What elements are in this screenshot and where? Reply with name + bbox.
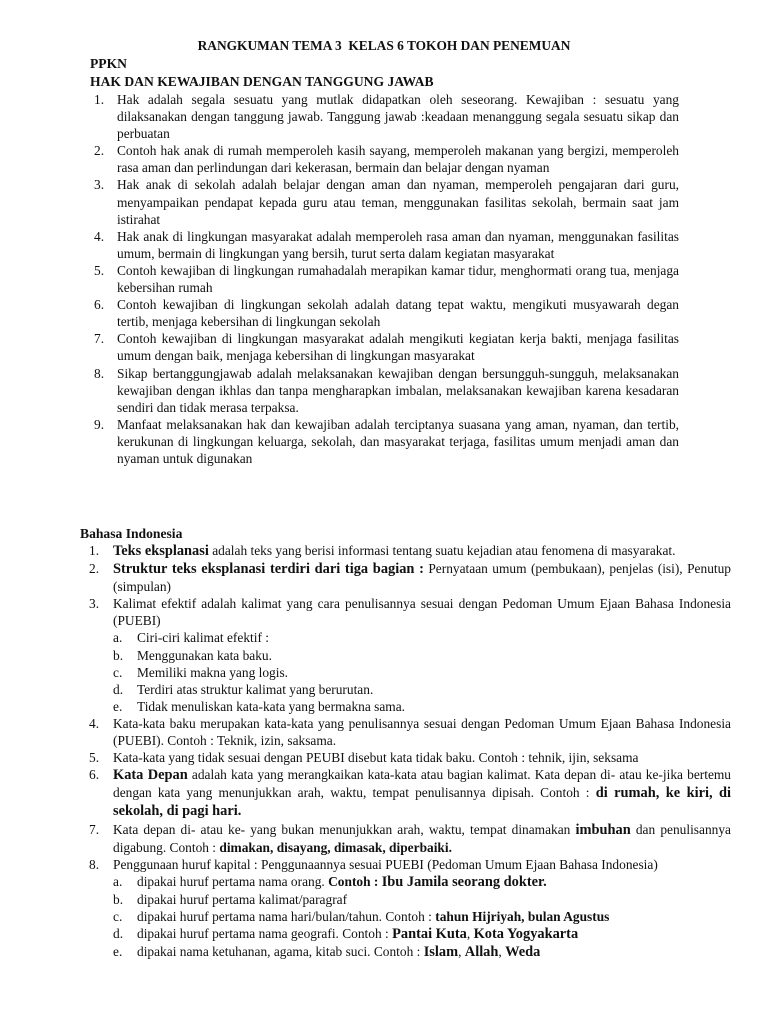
list-item: 5. Kata-kata yang tidak sesuai dengan PEUBI disebut kata tidak baku. Contoh : tehnik, ijin, seksama [89, 750, 639, 766]
section-heading: HAK DAN KEWAJIBAN DENGAN TANGGUNG JAWAB [90, 74, 434, 89]
bahasa-list [85, 542, 731, 961]
list-item: 2. Contoh hak anak di rumah memperoleh kasih sayang, memperoleh makanan yang bergizi, memperoleh rasa aman dan perlindungan dari kekerasan, bermain dan belajar dengan nyaman [94, 143, 679, 176]
example: Islam [423, 944, 459, 961]
ppkn-list [90, 91, 679, 467]
list-item: 4. Kata-kata baku merupakan kata-kata yang penulisannya sesuai dengan Pedoman Umum Ejaan Bahasa Indonesia (PUEBI). Contoh : Teknik, izin, saksama. [89, 715, 731, 749]
sub-item: d. Terdiri atas struktur kalimat yang berurutan. [113, 681, 374, 697]
sub-item: e. Tidak menuliskan kata-kata yang bermakna sama. [113, 698, 405, 714]
list-item: 8. Sikap bertanggungjawab adalah melaksanakan kewajiban dengan bersungguh-sungguh, melaksanakan kewajiban dengan ikhlas dan tanpa mengharapkan imbalan, melaksanakan kewajiban karena kesadaran sendiri dan tidak merasa terpaksa. [94, 365, 679, 415]
example: Kota Yogyakarta [473, 926, 579, 943]
list-item: 8. Penggunaan huruf kapital : Penggunaannya sesuai PUEBI (Pedoman Umum Ejaan Bahasa Indonesia) a. dipakai huruf pertama nama orang. Contoh : Ibu Jamila seorang dokter. b. dipakai huruf pertama kalimat/paragraf c. dipakai huruf pertama nama hari/bulan/tahun. Contoh : tahun Hijriyah, bulan Agustus d. dipakai huruf pertama nama geografi. Contoh : Pantai Kuta, Kota Yogyakarta e. dipakai nama ketuhanan, agama, kitab suci. Contoh : Islam, Allah, Weda [85, 856, 731, 962]
sub-item: a. dipakai huruf pertama nama orang. Contoh : Ibu Jamila seorang dokter. [113, 873, 547, 890]
section-heading-bahasa: Bahasa Indonesia [80, 526, 183, 541]
list-item: 6. Contoh kewajiban di lingkungan sekolah adalah datang tepat waktu, mengikuti musyawarah degan tertib, menjaga kebersihan di lingkungan sekolah [94, 297, 679, 330]
list-item: 3. Kalimat efektif adalah kalimat yang cara penulisannya sesuai dengan Pedoman Umum Ejaan Bahasa Indonesia (PUEBI) a. Ciri-ciri kalimat efektif : b. Menggunakan kata baku. c. Memiliki makna yang logis. d. Terdiri atas struktur kalimat yang berurutan. e. Tidak menuliskan kata-kata yang bermakna sama. [89, 596, 731, 714]
list-item: 9. Manfaat melaksanakan hak dan kewajiban adalah terciptanya suasana yang aman, nyaman, dan tertib, kerukunan di lingkungan keluarga, sekolah, dan masyarakat terjaga, fasilitas umum menjadi aman dan nyaman untuk digunakan [94, 416, 679, 466]
example: Ibu Jamila seorang dokter. [381, 873, 547, 890]
term: imbuhan [575, 821, 631, 838]
list-item: 1. Teks eksplanasi adalah teks yang berisi informasi tentang suatu kejadian atau fenomena di masyarakat. [89, 543, 676, 559]
sub-list [113, 873, 731, 961]
example: Pantai Kuta [392, 926, 467, 943]
term: Teks eksplanasi [113, 543, 209, 559]
sub-item: c. Memiliki makna yang logis. [113, 664, 288, 680]
example: tahun Hijriyah, bulan Agustus [435, 908, 610, 924]
subject-heading: PPKN [90, 56, 127, 71]
list-item: 7. Contoh kewajiban di lingkungan masyarakat adalah mengikuti kegiatan kerja bakti, menjaga fasilitas umum dengan baik, menjaga kebersihan di lingkungan masyarakat [94, 331, 679, 364]
term: Struktur teks eksplanasi terdiri dari tiga bagian : [113, 561, 424, 578]
list-item: 3. Hak anak di sekolah adalah belajar dengan aman dan nyaman, memperoleh pengajaran dari guru, menyampaikan pendapat kepada guru atau teman, menggunakan fasilitas sekolah, bermain saat jam istirahat [94, 177, 679, 227]
sub-item: b. dipakai huruf pertama kalimat/paragraf [113, 891, 348, 907]
sub-list [113, 629, 731, 714]
sub-item: c. dipakai huruf pertama nama hari/bulan/tahun. Contoh : tahun Hijriyah, bulan Agustus [113, 908, 610, 924]
example: Weda [505, 944, 541, 961]
page-title: RANGKUMAN TEMA 3 KELAS 6 TOKOH DAN PENEMUAN [197, 38, 571, 53]
term: Kata Depan [113, 767, 188, 784]
list-item: 6. Kata Depan adalah kata yang merangkaikan kata-kata atau bagian kalimat. Kata depan di- atau ke-jika bertemu dengan kata yang menunjukkan arah, waktu, tempat penulisannya dipisah. Contoh : di rumah, ke kiri, di sekolah, di pagi hari. [89, 767, 731, 820]
list-item: 2. Struktur teks eksplanasi terdiri dari tiga bagian : Pernyataan umum (pembukaan), penjelas (isi), Penutup (simpulan) [89, 561, 731, 595]
example: dimakan, disayang, dimasak, diperbaiki. [219, 839, 452, 855]
list-item: 1. Hak adalah segala sesuatu yang mutlak didapatkan oleh seseorang. Kewajiban : sesuatu yang dilaksanakan dengan tanggung jawab. Tanggung jawab :keadaan menanggung segala sesuatu sikap dan perbuatan [94, 92, 679, 142]
sub-item: e. dipakai nama ketuhanan, agama, kitab suci. Contoh : Islam, Allah, Weda [113, 944, 541, 961]
sub-item: b. Menggunakan kata baku. [113, 647, 272, 663]
example: di rumah, ke kiri, di sekolah, di pagi hari. [113, 785, 731, 820]
list-item: 5. Contoh kewajiban di lingkungan rumahadalah merapikan kamar tidur, menghormati orang tua, menjaga kebersihan rumah [94, 262, 679, 296]
list-item: 4. Hak anak di lingkungan masyarakat adalah memperoleh rasa aman dan nyaman, menggunakan fasilitas umum, bermain di lingkungan yang bersih, turut serta dalam kegiatan masyarakat [94, 228, 679, 261]
sub-item: d. dipakai huruf pertama nama geografi. Contoh : Pantai Kuta, Kota Yogyakarta [113, 926, 579, 943]
example: Allah [464, 944, 499, 961]
sub-item: a. Ciri-ciri kalimat efektif : [113, 630, 269, 646]
list-item: 7. Kata depan di- atau ke- yang bukan menunjukkan arah, waktu, tempat dinamakan imbuhan dan penulisannya digabung. Contoh : dimakan, disayang, dimasak, diperbaiki. [89, 821, 731, 855]
section-ppkn-header [90, 55, 434, 91]
